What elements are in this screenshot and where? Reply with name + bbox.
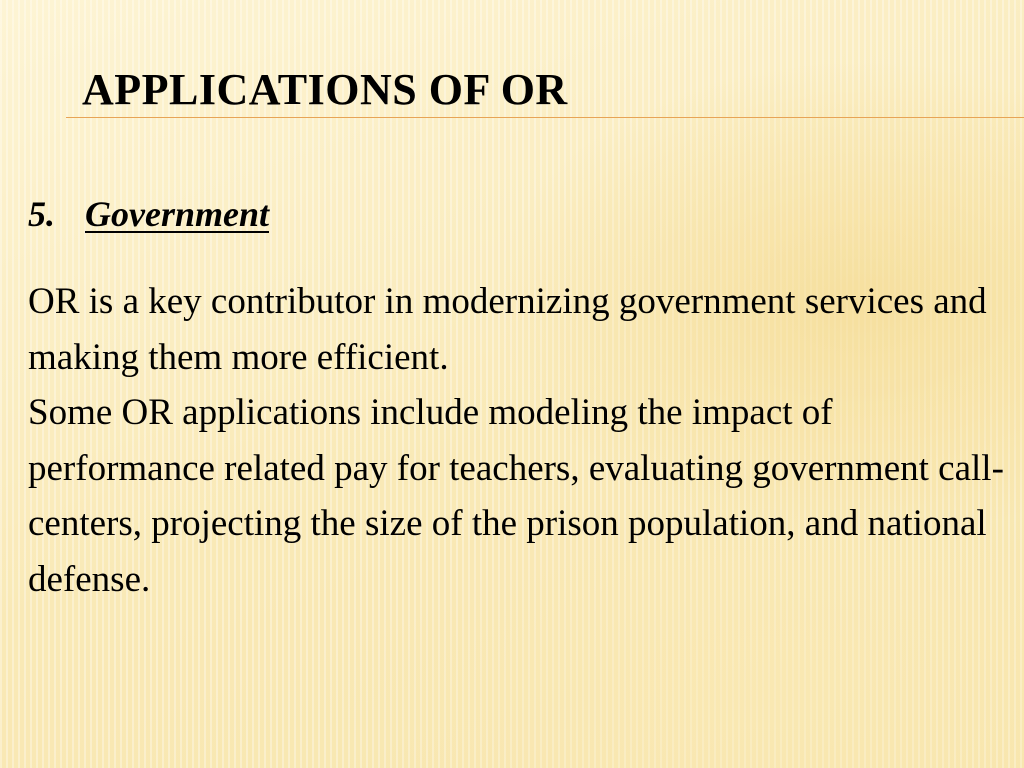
section-heading bbox=[28, 190, 269, 238]
body-text bbox=[28, 274, 1008, 607]
title-divider bbox=[66, 117, 1024, 118]
section-number: 5. bbox=[28, 194, 55, 234]
body-paragraph-2: Some OR applications include modeling the impact of performance related pay for teachers, evaluating government call-centers, projecting the size of the prison population, and national defense. bbox=[28, 392, 1004, 600]
section-title: Government bbox=[85, 194, 269, 234]
slide-title: APPLICATIONS OF OR bbox=[82, 65, 568, 114]
body-paragraph-1: OR is a key contributor in modernizing government services and making them more efficient. bbox=[28, 281, 987, 378]
